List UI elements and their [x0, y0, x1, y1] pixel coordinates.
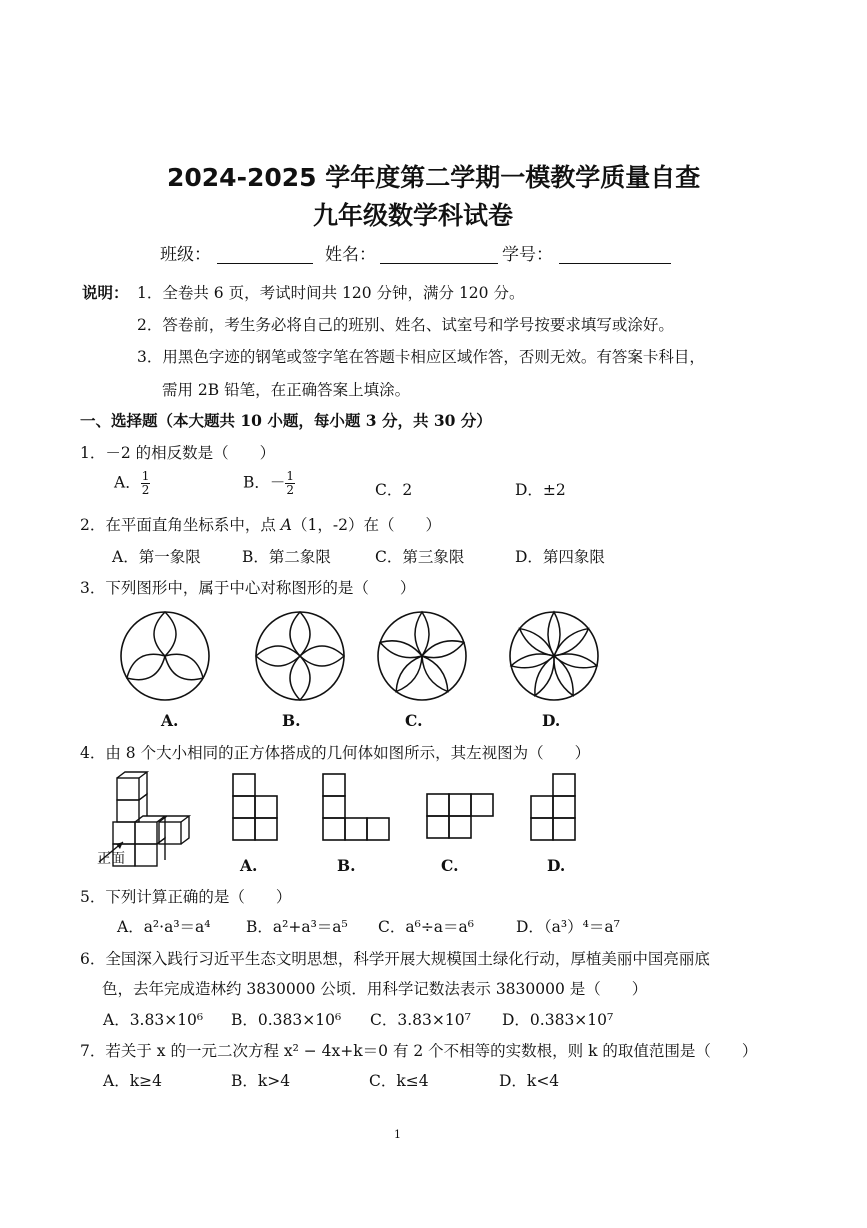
id-label: 学号： [502, 245, 553, 265]
notes-item-3: 3．用黑色字迹的钢笔或签字笔在答题卡相应区域作答，否则无效。有答案卡科目， [137, 348, 705, 366]
q4-view-a [232, 773, 282, 843]
section-title: 一、选择题（本大题共 10 小题，每小题 3 分，共 30 分） [80, 411, 492, 430]
exam-title-line1: 2024-2025 学年度第二学期一模教学质量自查 [167, 163, 701, 192]
q6-option-c: C．3.83×10⁷ [370, 1011, 471, 1029]
q2-option-d: D．第四象限 [515, 548, 605, 566]
q3-label-a: A. [161, 711, 179, 730]
id-field[interactable] [559, 245, 671, 264]
q1-option-d: D．±2 [515, 481, 566, 499]
q3-figure-d [504, 606, 604, 706]
q4-label-d: D. [547, 856, 566, 875]
q4-label-c: C. [441, 856, 459, 875]
q4-stem: 4．由 8 个大小相同的正方体搭成的几何体如图所示，其左视图为（ ） [80, 744, 591, 762]
class-field[interactable] [217, 245, 313, 264]
q1-b-fraction: $\frac{1}{2}$ [286, 469, 295, 497]
q3-label-c: C. [405, 711, 423, 730]
q1-stem: 1．－2 的相反数是（ ） [80, 444, 276, 462]
q4-view-c [426, 793, 496, 843]
q6-option-d: D．0.383×10⁷ [502, 1011, 614, 1029]
q7-option-a: A．k≥4 [103, 1072, 162, 1090]
notes-item-4: 需用 2B 铅笔，在正确答案上填涂。 [162, 381, 411, 399]
q4-front-label: 正面 [97, 851, 125, 867]
q2-option-c: C．第三象限 [375, 548, 465, 566]
q7-option-c: C．k≤4 [369, 1072, 429, 1090]
q1-option-b: B．－ $\frac{1}{2}$ [243, 469, 295, 497]
q1-option-a: A． $\frac{1}{2}$ [114, 469, 150, 497]
q7-option-b: B．k>4 [231, 1072, 291, 1090]
class-label: 班级： [160, 245, 211, 265]
q5-option-c: C．a⁶÷a＝a⁶ [378, 918, 474, 936]
page-number: 1 [394, 1128, 401, 1141]
q3-stem: 3．下列图形中，属于中心对称图形的是（ ） [80, 579, 416, 597]
q4-view-b [322, 773, 392, 843]
q1-option-c: C．2 [375, 481, 413, 499]
q3-figure-a [115, 606, 215, 706]
q7-option-d: D．k<4 [499, 1072, 560, 1090]
q2-option-b: B．第二象限 [242, 548, 331, 566]
q7-stem: 7．若关于 x 的一元二次方程 x² − 4x+k＝0 有 2 个不相等的实数根，则 k 的取值范围是（ ） [80, 1042, 758, 1060]
exam-title-line2: 九年级数学科试卷 [313, 201, 514, 230]
q6-option-b: B．0.383×10⁶ [231, 1011, 342, 1029]
student-info-row [160, 240, 671, 265]
q6-option-a: A．3.83×10⁶ [103, 1011, 204, 1029]
q5-stem: 5．下列计算正确的是（ ） [80, 888, 292, 906]
name-label: 姓名： [325, 245, 376, 265]
q6-line2: 色，去年完成造林约 3830000 公顷．用科学记数法表示 3830000 是（ ） [102, 980, 648, 998]
q2-stem: 2．在平面直角坐标系中，点 A（1，-2）在（ ） [80, 516, 441, 534]
notes-item-2: 2．答卷前，考生务必将自己的班别、姓名、试室号和学号按要求填写或涂好。 [137, 316, 674, 334]
q3-label-b: B. [282, 711, 301, 730]
q3-label-d: D. [542, 711, 561, 730]
q2-option-a: A．第一象限 [112, 548, 201, 566]
q4-label-b: B. [337, 856, 356, 875]
q5-option-a: A．a²·a³＝a⁴ [117, 918, 211, 936]
q3-figure-c [372, 606, 472, 706]
q4-view-d [530, 773, 580, 843]
name-field[interactable] [380, 245, 498, 264]
notes-item-1: 1．全卷共 6 页，考试时间共 120 分钟，满分 120 分。 [137, 284, 525, 302]
notes-label: 说明： [82, 283, 129, 302]
q5-option-d: D．（a³）⁴＝a⁷ [516, 918, 620, 936]
q6-line1: 6．全国深入践行习近平生态文明思想，科学开展大规模国土绿化行动，厚植美丽中国亮丽底 [80, 950, 710, 968]
q4-label-a: A. [240, 856, 258, 875]
q3-figure-b [250, 606, 350, 706]
q1-a-fraction: $\frac{1}{2}$ [141, 469, 150, 497]
q5-option-b: B．a²+a³＝a⁵ [246, 918, 348, 936]
